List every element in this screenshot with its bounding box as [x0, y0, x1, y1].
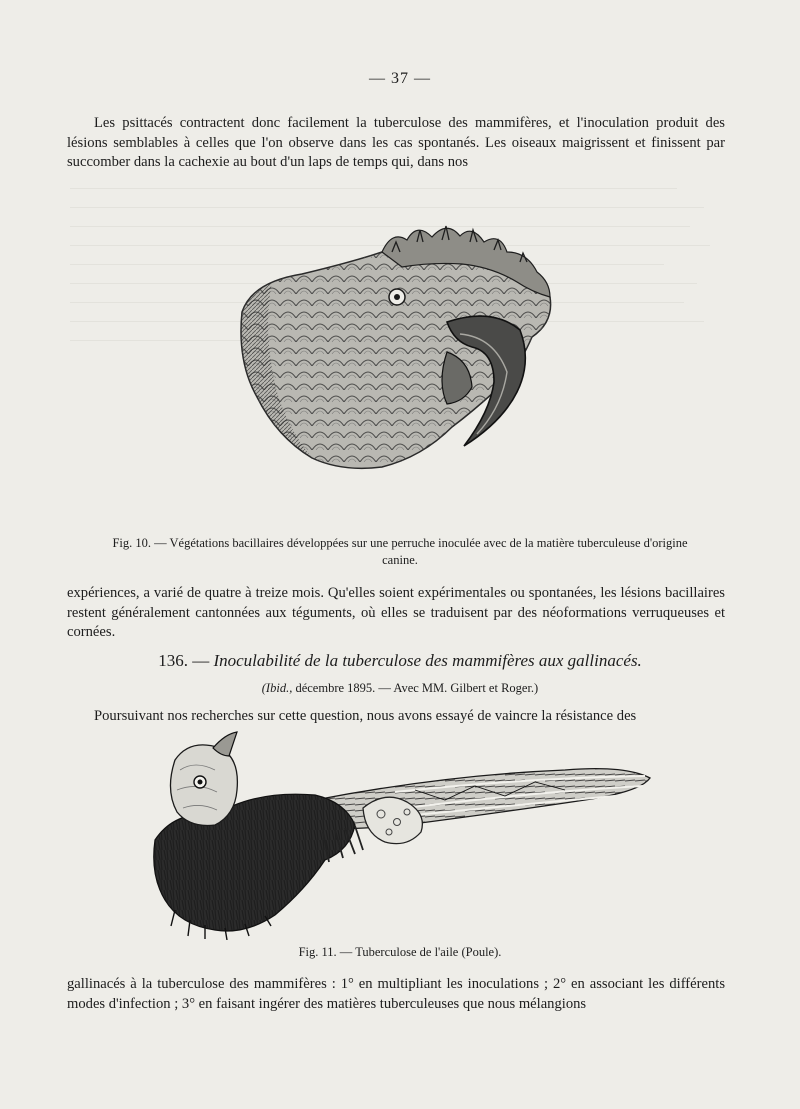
page-number: — 37 —	[369, 70, 431, 87]
figure-11-caption: Fig. 11. — Tuberculose de l'aile (Poule).	[298, 945, 502, 959]
paragraph-1-text: Les psittacés contractent donc facilement la tuberculose des mammifères, et l'inoculation produit des lésions semblables à celles que l'on observe dans les cas spontanés. Les oiseaux maigrissent et finissent par succomber dans la cachexie au bout d'un laps de temps qui, dans nos	[67, 115, 725, 170]
section-title: Inoculabilité de la tuberculose des mammifères aux gallinacés.	[213, 651, 642, 670]
section-heading	[0, 651, 800, 671]
figure-10-caption: Fig. 10. — Végétations bacillaires développées sur une perruche inoculée avec de la matière tuberculeuse d'origine canine.	[112, 536, 688, 567]
reference-ibid: (Ibid.,	[261, 681, 293, 695]
paragraph-3-text: Poursuivant nos recherches sur cette question, nous avons essayé de vaincre la résistance des	[94, 708, 637, 724]
section-number: 136.	[158, 651, 188, 670]
paragraph-3	[67, 707, 725, 727]
figure-10-parakeet-illustration	[232, 222, 562, 477]
section-dash: —	[187, 651, 214, 670]
paragraph-4: gallinacés à la tuberculose des mammifères : 1° en multipliant les inoculations ; 2° en associant les différents modes d'infection ; 3° en faisant ingérer des matières tuberculeuses que nous mélangions	[67, 976, 725, 1012]
paragraph-1	[67, 114, 725, 173]
reference-details: décembre 1895. — Avec MM. Gilbert et Roger.)	[292, 681, 539, 695]
paragraph-2: expériences, a varié de quatre à treize mois. Qu'elles soient expérimentales ou spontanées, les lésions bacillaires restent généralement cantonnées aux téguments, où elles se traduisent par des néoformations verruqueuses et cornées.	[67, 585, 725, 640]
figure-11-hen-wing-illustration	[145, 730, 655, 940]
section-reference	[0, 681, 800, 696]
